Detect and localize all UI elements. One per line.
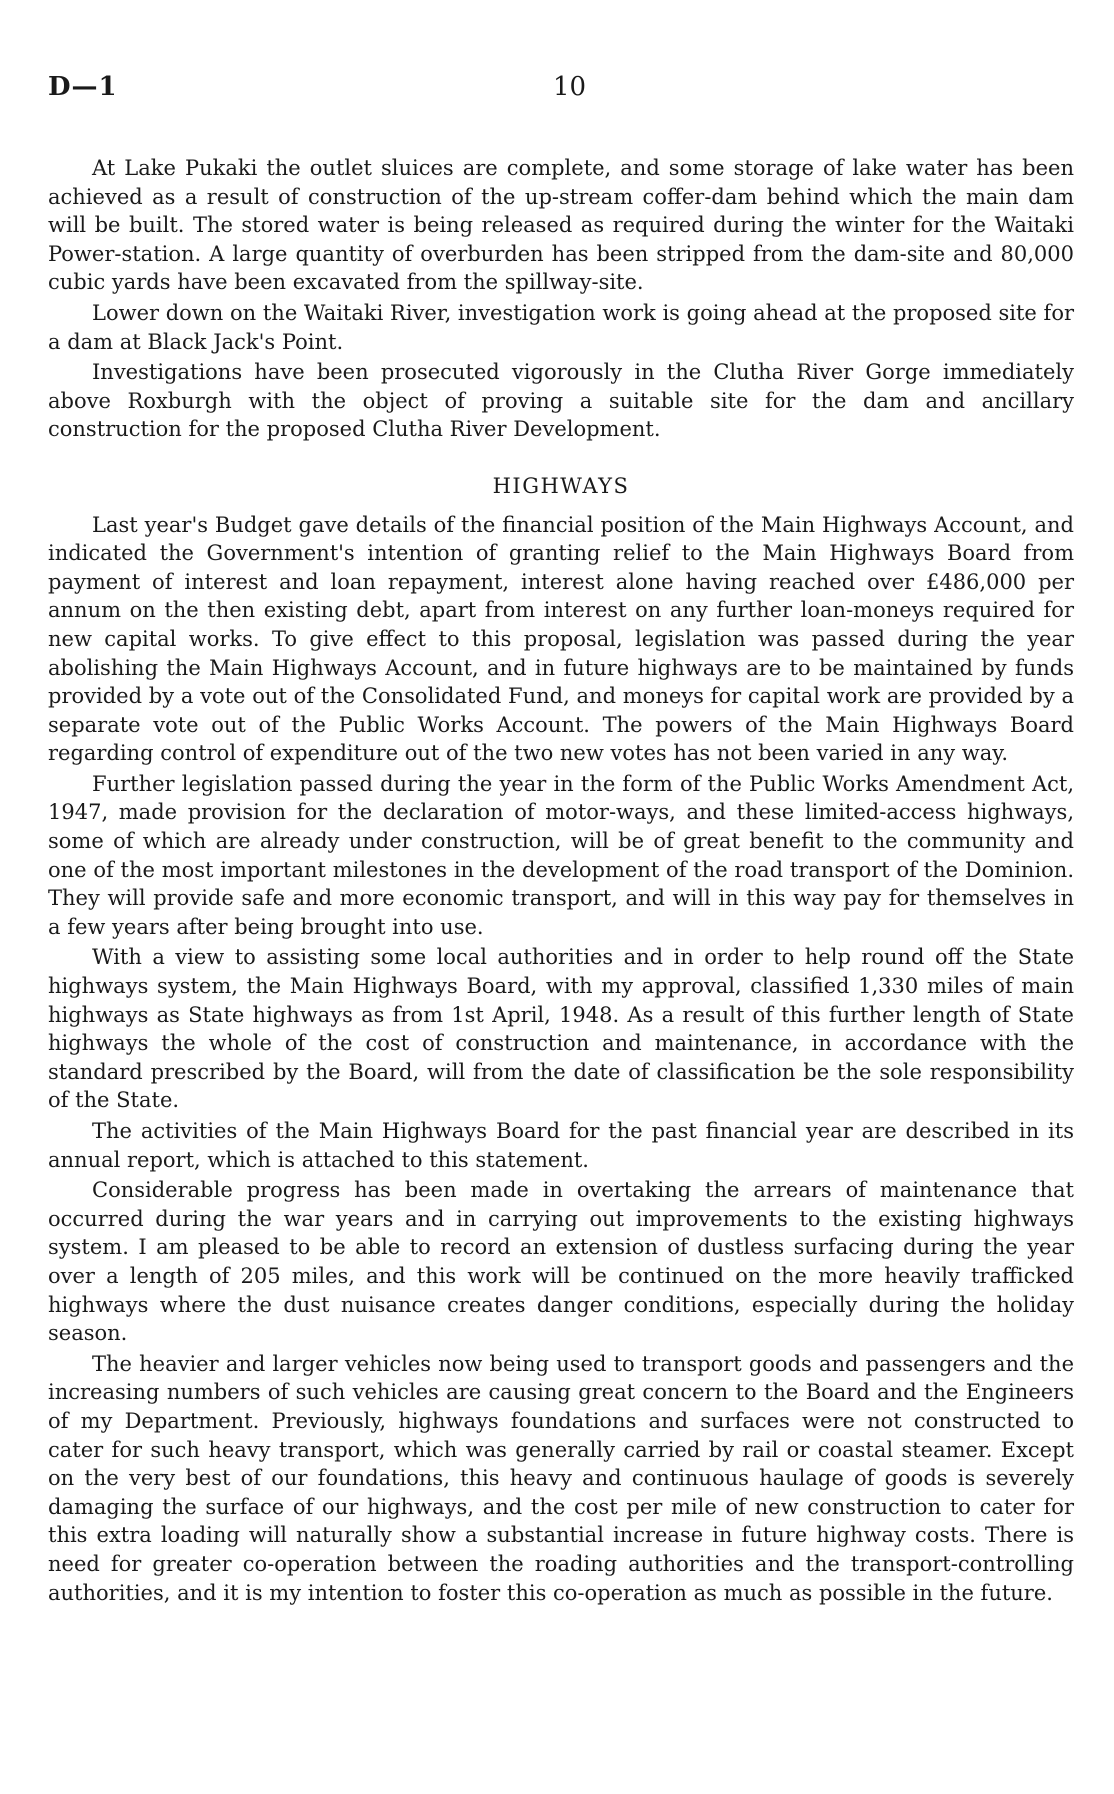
paragraph-budget: Last year's Budget gave details of the financial position of the Main Highways Account, and indicated the Government's intention of granting relief to the Main Highways Board from payment of interest and loan repayment, interest alone having reached over £486,000 per annum on the then existing debt, apart from interest on any further loan-moneys required for new capital works. To give effect to this proposal, legislation was passed during the year abolishing the Main Highways Account, and in future highways are to be maintained by funds provided by a vote out of the Consolidated Fund, and moneys for capital work are provided by a separate vote out of the Public Works Account. The powers of the Main Highways Board regarding control of expenditure out of the two new votes has not been varied in any way.	[48, 512, 1074, 766]
paragraph-legislation: Further legislation passed during the year in the form of the Public Works Amendment Act, 1947, made provision for the declaration of motor-ways, and these limited-access highways, some of which are already under construction, will be of great benefit to the community and one of the most important milestones in the development of the road transport of the Dominion. They will provide safe and more economic transport, and will in this way pay for themselves in a few years after being brought into use.	[48, 771, 1074, 939]
paragraph-state-highways: With a view to assisting some local authorities and in order to help round off the State highways system, the Main Highways Board, with my approval, classified 1,330 miles of main highways as State highways as from 1st April, 1948. As a result of this further length of State highways the whole of the cost of construction and maintenance, in accordance with the standard prescribed by the Board, will from the date of classification be the sole responsibility of the State.	[48, 945, 1074, 1113]
document-id: D—1	[48, 72, 118, 102]
paragraph-heavy-vehicles: The heavier and larger vehicles now being used to transport goods and passengers and the increasing numbers of such vehicles are causing great concern to the Board and the Engineers of my Department. Previously, highways foundations and surfaces were not constructed to cater for such heavy transport, which was generally carried by rail or coastal steamer. Except on the very best of our foundations, this heavy and continuous haulage of goods is severely damaging the surface of our highways, and the cost per mile of new construction to cater for this extra loading will naturally show a substantial increase in future highway costs. There is need for greater co-operation between the roading authorities and the transport-controlling authorities, and it is my intention to foster this co-operation as much as possible in the future.	[48, 1351, 1074, 1605]
paragraph-clutha-river: Investigations have been prosecuted vigorously in the Clutha River Gorge immediately above Roxburgh with the object of proving a suitable site for the dam and ancillary construction for the proposed Clutha River Development.	[48, 360, 1074, 442]
paragraph-waitaki-river: Lower down on the Waitaki River, investigation work is going ahead at the proposed site for a dam at Black Jack's Point.	[48, 300, 1074, 354]
section-heading-highways: HIGHWAYS	[492, 473, 630, 498]
page-number: 10	[553, 72, 587, 102]
page-header	[48, 72, 1074, 112]
paragraph-annual-report: The activities of the Main Highways Board for the past financial year are described in its annual report, which is attached to this statement.	[48, 1119, 1074, 1172]
document-page	[48, 72, 1074, 1609]
paragraph-maintenance: Considerable progress has been made in overtaking the arrears of maintenance that occurred during the war years and in carrying out improvements to the existing highways system. I am pleased to be able to record an extension of dustless surfacing during the year over a length of 205 miles, and this work will be continued on the more heavily trafficked highways where the dust nuisance creates danger conditions, especially during the holiday season.	[48, 1178, 1074, 1346]
paragraph-lake-pukaki: At Lake Pukaki the outlet sluices are complete, and some storage of lake water has been achieved as a result of construction of the up-stream coffer-dam behind which the main dam will be built. The stored water is being released as required during the winter for the Waitaki Power-station. A large quantity of overburden has been stripped from the dam-site and 80,000 cubic yards have been excavated from the spillway-site.	[48, 156, 1074, 295]
body-text	[48, 154, 1074, 1607]
